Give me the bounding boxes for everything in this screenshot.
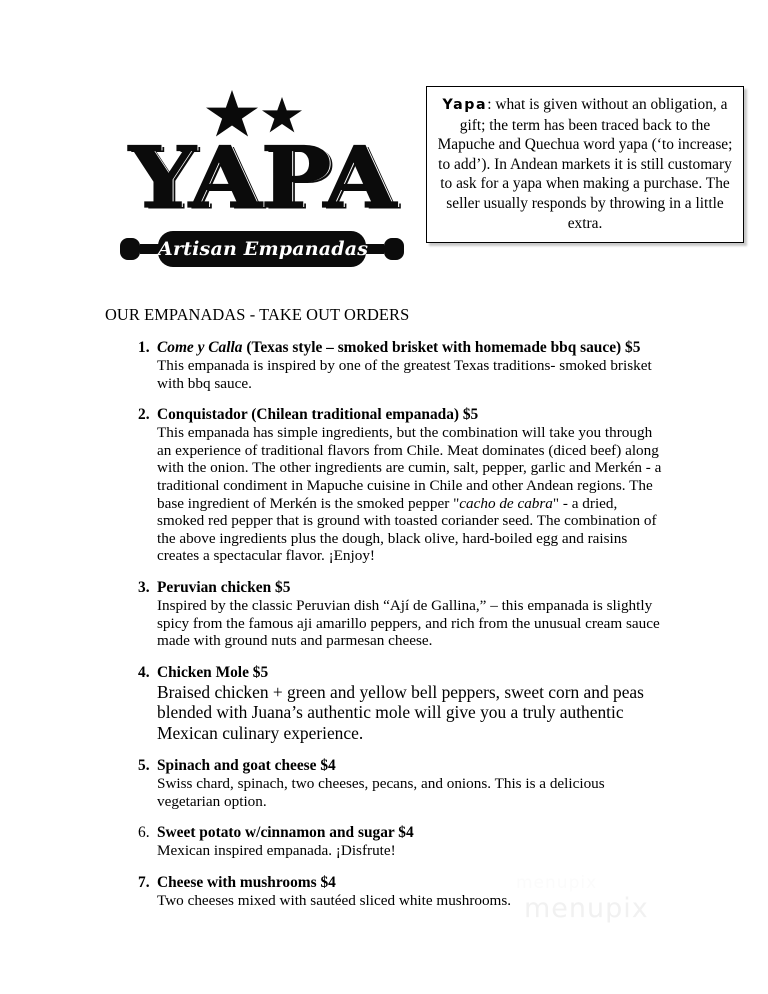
menu-item-description-part: Mexican inspired empanada. ¡Disfrute! [157,842,396,860]
menu-item-title [157,756,665,775]
yapa-term: Yapa [442,97,488,113]
menu-item-title [157,405,665,424]
menu-item-number: 4. [138,663,150,681]
menu-item-title [157,663,665,682]
logo-tagline: Artisan Empanadas [158,238,369,260]
watermark: menupix [524,893,649,924]
menu-item-description-italic: cacho de cabra [459,494,553,512]
rolling-pin-knob-left [120,238,140,260]
menu-item-description-part: Braised chicken + green and yellow bell peppers, sweet corn and peas blended with Juana’s authentic mole will give you a truly authentic Mexican culinary experience. [157,681,644,743]
menu-item-description [157,682,665,743]
menu-item-title-italic: Come y Calla [157,339,243,356]
menu-item [105,338,665,392]
rolling-pin-knob-right [384,238,404,260]
menu-item-number: 6. [138,824,150,842]
menu-item-number: 5. [138,756,150,774]
menu-item [105,578,665,650]
menu-item-title-text: Peruvian chicken $5 [157,578,291,596]
menu-item-title-text: Cheese with mushrooms $4 [157,873,336,891]
menu-item-description [157,775,665,810]
menu-item-description [157,424,665,565]
menu-item-number: 1. [138,339,150,356]
watermark-ghost: menupix [516,873,598,893]
menu-item-description-part: Swiss chard, spinach, two cheeses, pecans, and onions. This is a delicious vegetarian option. [157,774,605,810]
menu-item-title-text: Sweet potato w/cinnamon and sugar $4 [157,824,414,842]
menu-item [105,756,665,810]
rolling-pin-icon [120,230,404,270]
menu-item [105,823,665,860]
menu-item-description-part: " - a dried, smoked red pepper that is ground with toasted coriander seed. The combination of the above ingredients plus the dough, black olive, hard-boiled egg and raisins creates a spectacular flavor. ¡Enjoy! [157,494,657,565]
menu-item-description [157,357,665,392]
menu-item-description [157,597,665,650]
menu-item-title-text: Chicken Mole $5 [157,663,269,681]
logo-wordmark: YAPA [128,128,396,227]
menu-item-title [157,338,665,357]
menu-item [105,405,665,565]
menu-item-description-part: Inspired by the classic Peruvian dish “Ají de Gallina,” – this empanada is slightly spicy from the famous aji amarillo peppers, and rich from the unusual cream sauce made with ground nuts and parmesan cheese. [157,596,660,650]
menu-item-title [157,578,665,597]
menu-item-title [157,823,665,842]
menu-heading: OUR EMPANADAS - TAKE OUT ORDERS [105,305,410,324]
menu-item-description-part: Two cheeses mixed with sautéed sliced white mushrooms. [157,891,512,909]
menu-item-number: 7. [138,873,150,891]
restaurant-logo [112,88,412,278]
menu-item-description-part: This empanada has simple ingredients, but the combination will take you through an experience of traditional flavors from Chile. Meat dominates (diced beef) along with the onion. The other ingredients are cumin, salt, pepper, garlic and Merkén - a traditional condiment in Mapuche cuisine in Chile and other Andean regions. The base ingredient of Merkén is the smoked pepper " [157,424,662,512]
menu-item-title-text: Spinach and goat cheese $4 [157,756,336,774]
menu-items-list [105,338,665,922]
yapa-definition-text: : what is given without an obligation, a gift; the term has been traced back to the Mapuche and Quechua word yapa (‘to increase; to add’). In Andean markets it is still customary to ask for a yapa when making a purchase. The seller usually responds by throwing in a little extra. [437,96,733,232]
menu-item-description [157,842,665,860]
menu-item-title-text: (Texas style – smoked brisket with homemade bbq sauce) $5 [242,339,641,356]
menu-item-number: 2. [138,406,150,424]
menu-item [105,663,665,743]
menu-item-number: 3. [138,578,150,596]
yapa-definition-box [426,86,744,243]
menu-item-description-part: This empanada is inspired by one of the greatest Texas traditions- smoked brisket with bbq sauce. [157,357,652,392]
menu-item-title-text: Conquistador (Chilean traditional empanada) $5 [157,406,479,424]
